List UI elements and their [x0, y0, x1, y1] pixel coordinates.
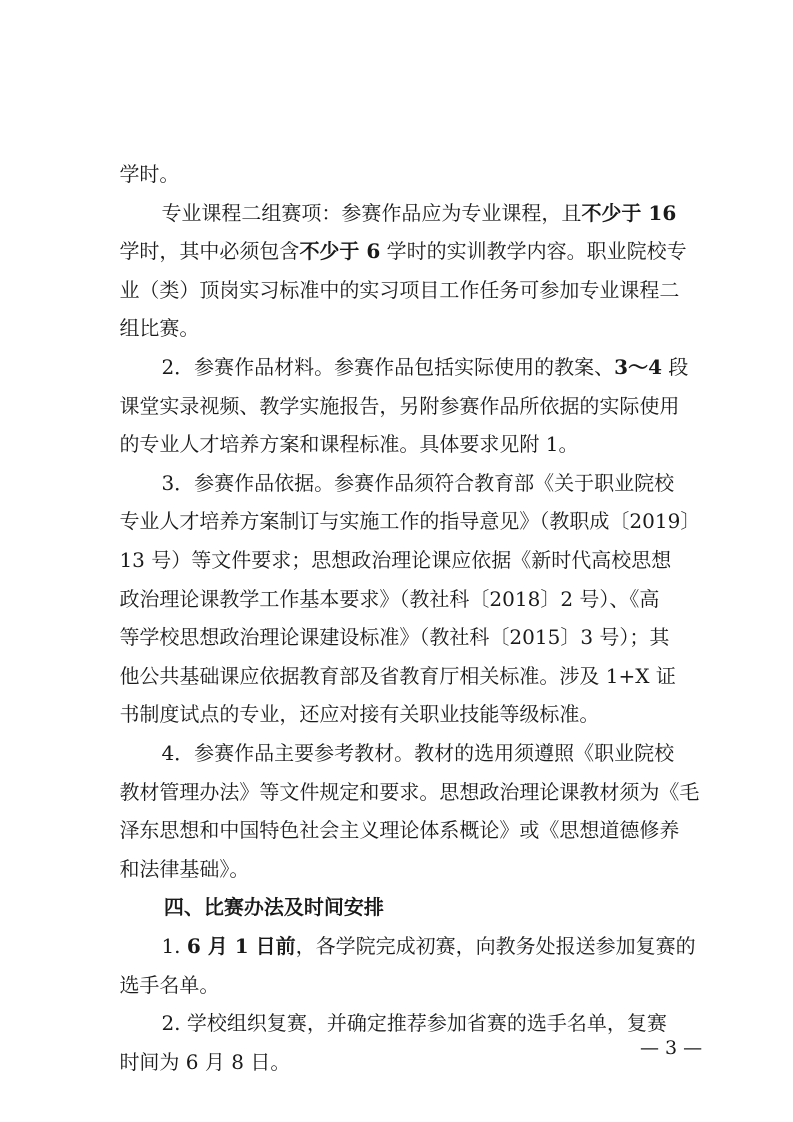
- text-line: [136, 153, 793, 225]
- text-line: [94, 654, 793, 726]
- text-run-bold: 6 月 1 日前: [186, 934, 296, 958]
- text-run: ，各学院完成初赛，向教务处报送参加复赛的: [295, 934, 696, 958]
- text-run: 和法律基础》。: [119, 857, 250, 881]
- section-heading: [136, 847, 793, 919]
- page-number: — 3 —: [640, 1037, 703, 1059]
- text-line: [94, 230, 793, 302]
- text-line: [94, 346, 793, 418]
- text-line: [94, 191, 793, 263]
- text-run: 段: [662, 355, 689, 379]
- text-line: [94, 461, 793, 533]
- text-line: [94, 577, 793, 649]
- text-run: 时间为 6 月 8 日。: [119, 1050, 291, 1074]
- text-line: [94, 539, 793, 611]
- text-run: 组比赛。: [119, 316, 200, 340]
- text-run: 13 号）等文件要求；思想政治理论课应依据《新时代高校思想: [119, 548, 672, 572]
- text-line: [94, 770, 793, 842]
- text-line: [136, 693, 793, 765]
- text-run: 业（类）顶岗实习标准中的实习项目工作任务可参加专业课程二: [119, 278, 680, 302]
- text-run: 政治理论课教学工作基本要求》（教社科〔2018〕2 号）、《高: [119, 587, 660, 611]
- text-line: [94, 616, 793, 688]
- text-line: [94, 809, 793, 881]
- text-run: 选手名单。: [119, 973, 220, 997]
- text-line: [94, 925, 793, 997]
- text-line: [94, 114, 793, 186]
- text-line: [136, 886, 793, 958]
- text-line: [136, 963, 793, 1035]
- text-run: 学时，其中必须包含: [119, 239, 300, 263]
- text-run-bold: 不少于 16: [581, 201, 677, 225]
- text-run: 等学校思想政治理论课建设标准》（教社科〔2015〕3 号）；其: [119, 625, 670, 649]
- text-run: 泽东思想和中国特色社会主义理论体系概论》或《思想道德修养: [119, 818, 680, 842]
- text-run: 教材管理办法》等文件规定和要求。思想政治理论课教材须为《毛: [119, 780, 700, 804]
- text-run: 1.: [161, 934, 187, 958]
- heading-text: 四、比赛办法及时间安排: [163, 895, 384, 919]
- text-line: [94, 268, 793, 340]
- text-run: 书制度试点的专业，还应对接有关职业技能等级标准。: [119, 702, 600, 726]
- text-run-bold: 3～4: [614, 355, 663, 379]
- text-run: 专业课程二组赛项：参赛作品应为专业课程，且: [161, 201, 582, 225]
- text-run: 2．参赛作品材料。参赛作品包括实际使用的教案、: [161, 355, 615, 379]
- text-line: [136, 307, 793, 379]
- text-run: 课堂实录视频、教学实施报告，另附参赛作品所依据的实际使用: [119, 394, 680, 418]
- text-line: [136, 423, 793, 495]
- text-line: [94, 384, 793, 456]
- text-run: 2. 学校组织复赛，并确定推荐参加省赛的选手名单，复赛: [161, 1011, 667, 1035]
- text-run: 4．参赛作品主要参考教材。教材的选用须遵照《职业院校: [161, 741, 675, 765]
- text-line: [94, 732, 793, 804]
- text-run: 学时的实训教学内容。职业院校专: [380, 239, 687, 263]
- text-run: 专业人才培养方案制订与实施工作的指导意见》（教职成〔2019〕: [119, 509, 701, 533]
- text-run: 的专业人才培养方案和课程标准。具体要求见附 1。: [119, 432, 579, 456]
- text-run: 学时。: [119, 162, 180, 186]
- text-line: [94, 500, 793, 572]
- text-run-bold: 不少于 6: [299, 239, 381, 263]
- text-run: 他公共基础课应依据教育部及省教育厅相关标准。涉及 1+X 证: [119, 664, 676, 688]
- text-run: 3．参赛作品依据。参赛作品须符合教育部《关于职业院校: [161, 471, 675, 495]
